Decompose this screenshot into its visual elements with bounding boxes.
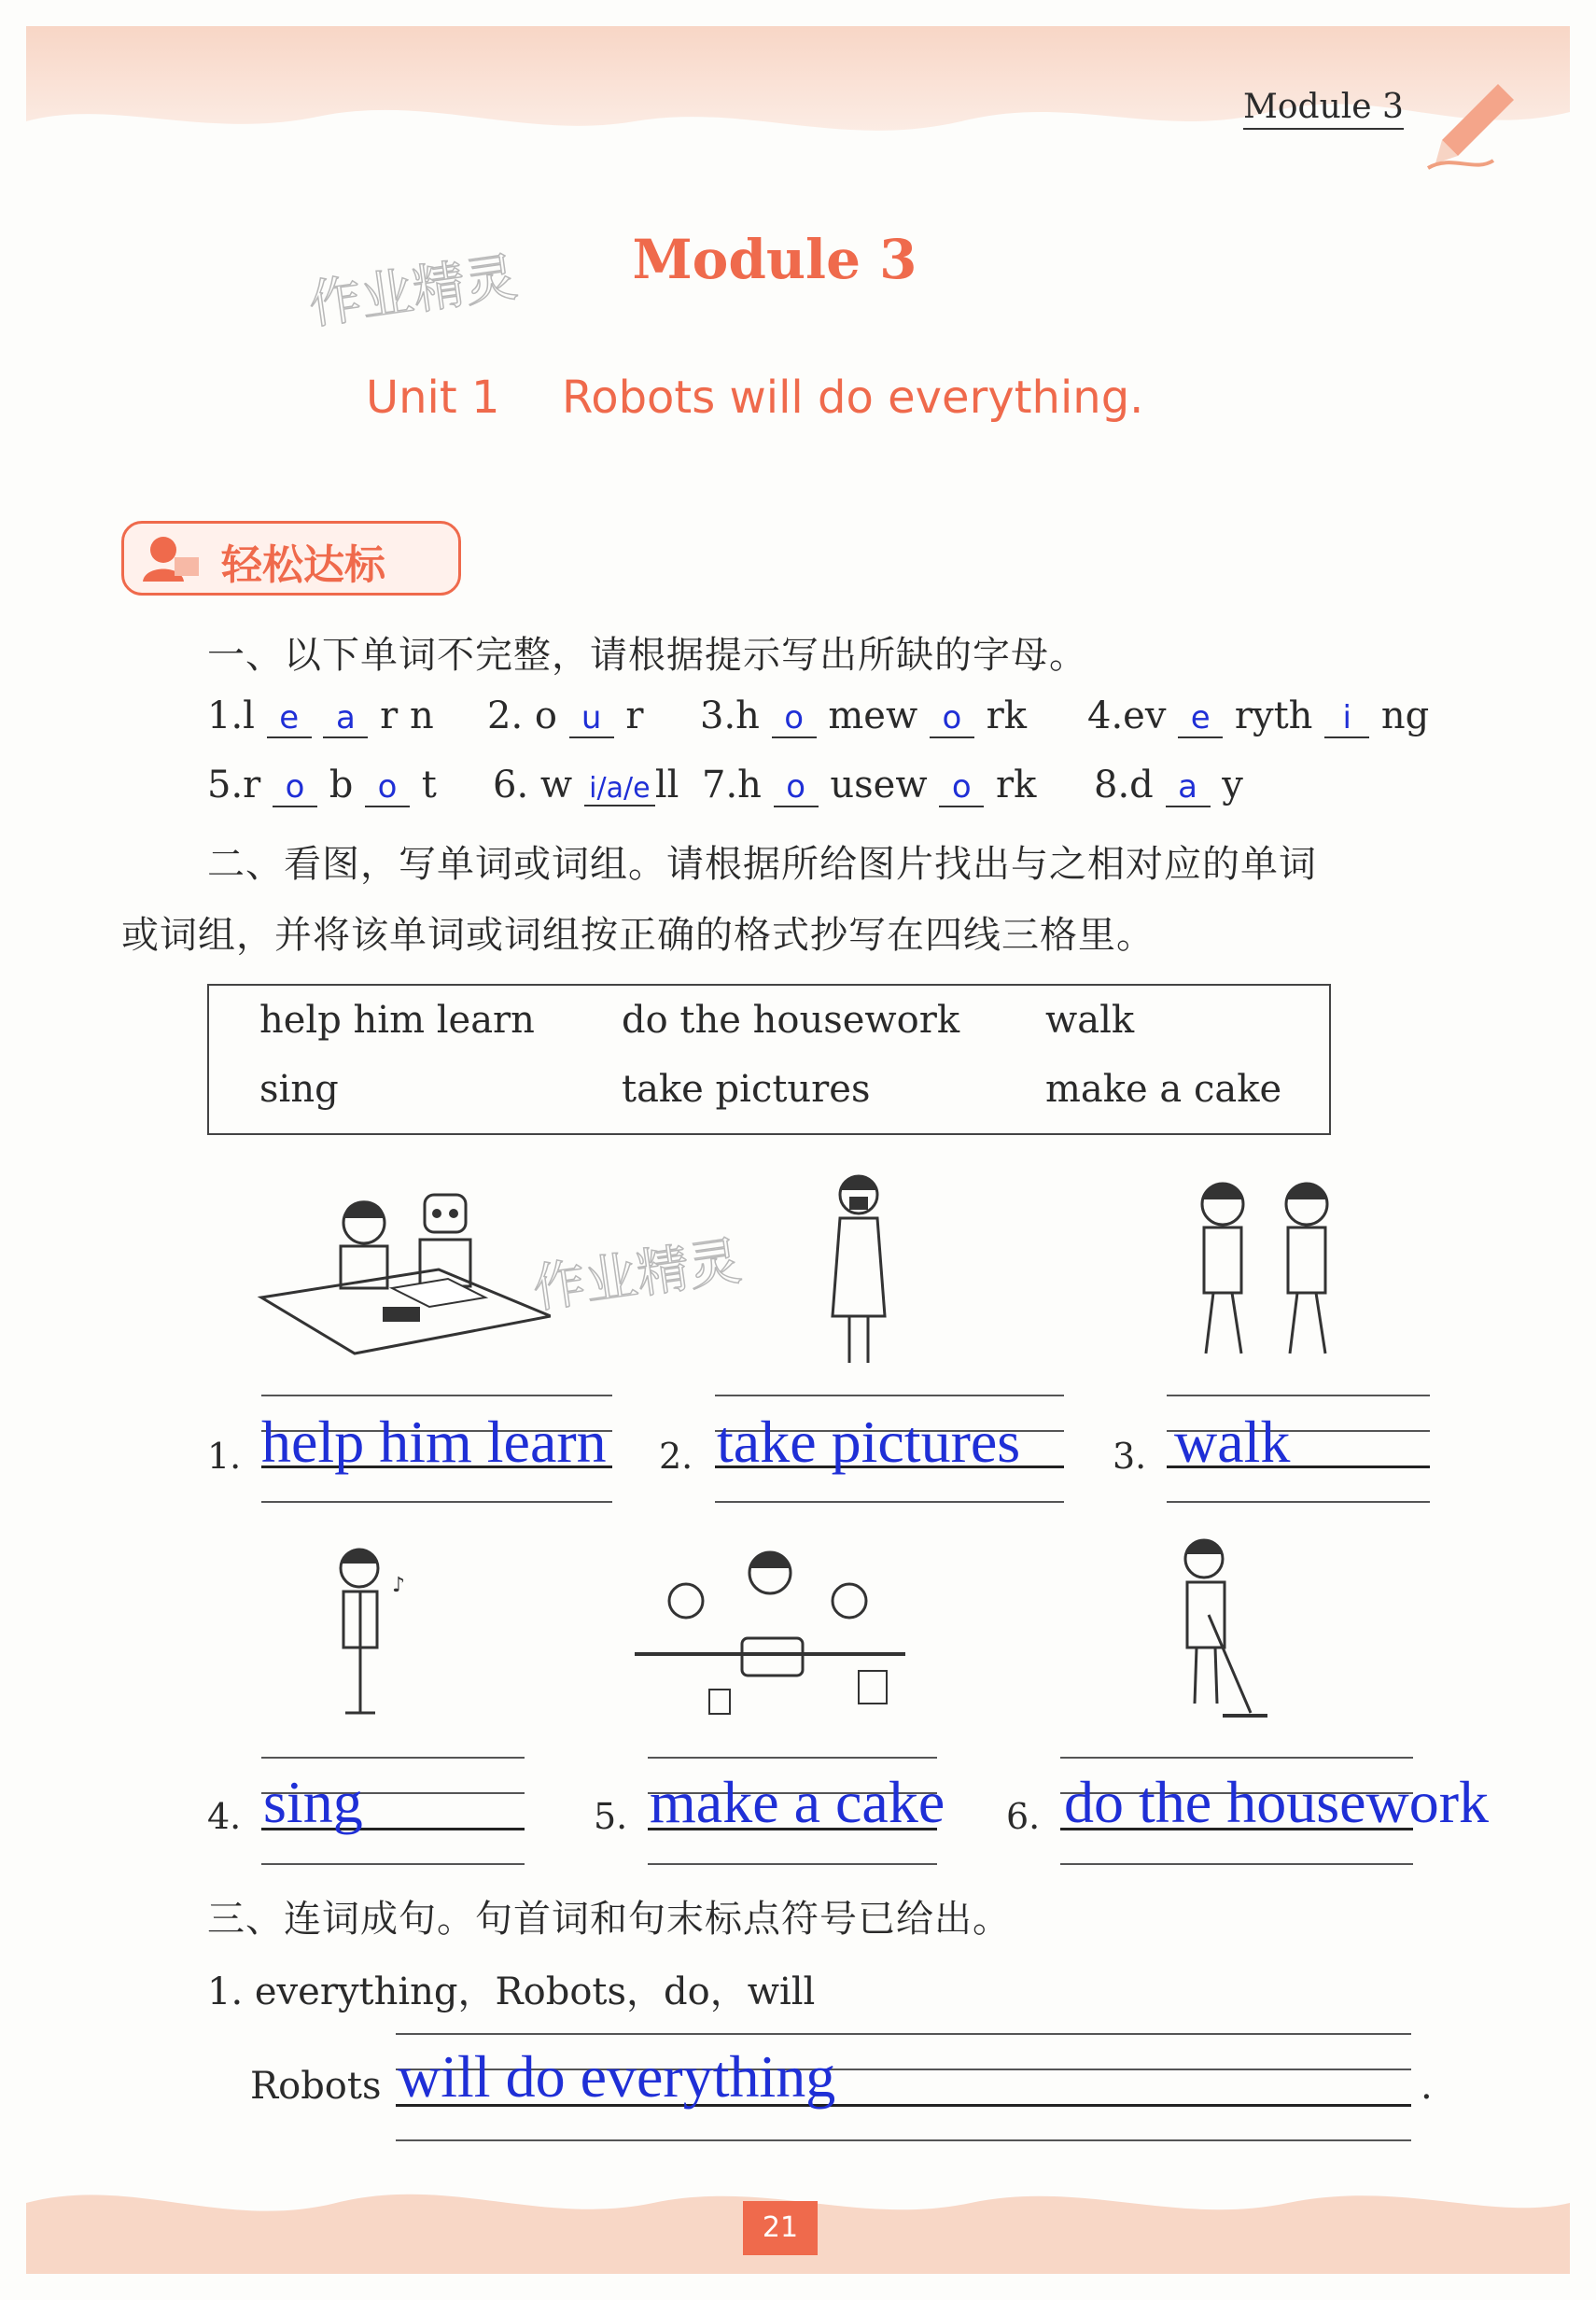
sentence-period: . (1421, 2065, 1433, 2108)
word-bank-item: help him learn (259, 999, 535, 1042)
section-badge (121, 521, 461, 596)
girl-taking-picture-illustration (812, 1167, 905, 1372)
handwritten-answer[interactable]: do the housework (1064, 1769, 1490, 1835)
answer-blank[interactable]: a (323, 699, 368, 738)
answer-blank[interactable]: e (267, 699, 312, 738)
word-bank-item: walk (1045, 999, 1135, 1042)
section-badge-label: 轻松达标 (221, 541, 385, 589)
part2-instruction-line2: 或词组，并将该单词或词组按正确的格式抄写在四线三格里。 (121, 914, 1155, 957)
word-bank-item: sing (259, 1068, 339, 1111)
girl-singing-illustration (317, 1540, 420, 1727)
module-tag: Module 3 (1243, 88, 1404, 130)
word-bank-item: make a cake (1045, 1068, 1282, 1111)
p1-item-4: 4.ev e ryth i ng (1087, 694, 1430, 737)
answer-number: 3. (1113, 1436, 1147, 1477)
answer-blank[interactable]: o (930, 699, 974, 738)
answer-number: 6. (1006, 1796, 1041, 1837)
part2-instruction-line1: 二、看图，写单词或词组。请根据所给图片找出与之相对应的单词 (207, 843, 1317, 886)
p1-item-2: 2. o u r (487, 694, 644, 737)
word-bank-box (207, 984, 1331, 1135)
answer-blank[interactable]: e (1178, 699, 1223, 738)
family-making-cake-illustration (635, 1540, 905, 1727)
children-walking-illustration (1176, 1167, 1353, 1367)
handwritten-answer[interactable]: will do everything (398, 2043, 836, 2110)
part1-instruction: 一、以下单词不完整，请根据提示写出所缺的字母。 (207, 634, 1087, 677)
page-number: 21 (743, 2201, 818, 2255)
p1-item-6: 6. w i/a/e ll (493, 764, 679, 806)
word-bank-item: take pictures (622, 1068, 871, 1111)
person-mopping-illustration (1157, 1531, 1269, 1727)
p1-item-3: 3.h o mew o rk (700, 694, 1028, 737)
part3-question-1: 1. everything，Robots，do，will (207, 1970, 816, 2013)
word-bank-item: do the housework (622, 999, 960, 1042)
answer-blank[interactable]: o (273, 768, 317, 807)
watermark: 作业精灵 (529, 1230, 746, 1321)
handwritten-answer[interactable]: take pictures (717, 1409, 1021, 1475)
answer-blank[interactable]: o (772, 699, 817, 738)
watermark: 作业精灵 (305, 246, 522, 337)
handwritten-answer[interactable]: walk (1174, 1409, 1291, 1475)
answer-blank[interactable]: o (939, 768, 984, 807)
p1-item-5: 5.r o b o t (207, 764, 437, 806)
sentence-prefix: Robots (250, 2065, 382, 2108)
answer-blank[interactable]: a (1166, 768, 1211, 807)
p1-item-7: 7.h o usew o rk (702, 764, 1037, 806)
student-icon (137, 533, 203, 585)
robot-helping-boy-illustration (252, 1167, 551, 1363)
p1-item-1: 1.l e a r n (207, 694, 434, 737)
answer-blank[interactable]: i (1324, 699, 1369, 738)
handwritten-answer[interactable]: sing (263, 1769, 363, 1835)
answer-blank[interactable]: o (365, 768, 410, 807)
svg-text:♪: ♪ (392, 1574, 406, 1597)
answer-number: 5. (594, 1796, 628, 1837)
part3-instruction: 三、连词成句。句首词和句末标点符号已给出。 (207, 1898, 1011, 1941)
module-title: Module 3 (632, 228, 917, 291)
answer-blank[interactable]: u (569, 699, 614, 738)
answer-number: 4. (207, 1796, 242, 1837)
handwritten-answer[interactable]: make a cake (650, 1769, 945, 1835)
unit-title: Robots will do everything. (562, 372, 1144, 424)
unit-label: Unit 1 (366, 372, 500, 424)
answer-blank[interactable]: i/a/e (584, 772, 655, 806)
answer-number: 1. (207, 1436, 242, 1477)
p1-item-8: 8.d a y (1094, 764, 1243, 806)
answer-blank[interactable]: o (774, 768, 819, 807)
answer-number: 2. (659, 1436, 693, 1477)
handwritten-answer[interactable]: help him learn (261, 1409, 607, 1475)
